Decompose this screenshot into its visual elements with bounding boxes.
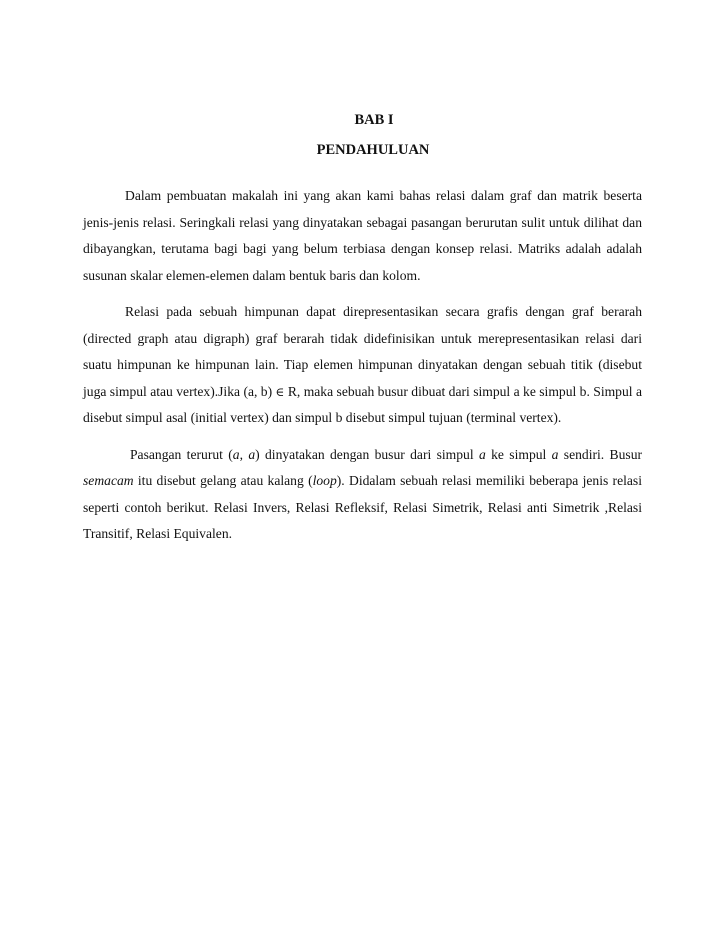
italic-term: a — [478, 446, 486, 462]
paragraph-3-text: sendiri. Busur — [558, 446, 643, 462]
element-of-symbol: ∈ — [275, 384, 285, 399]
italic-term: a — [551, 446, 559, 462]
paragraph-3-text: itu disebut gelang atau kalang ( — [133, 473, 313, 488]
paragraph-2 — [83, 299, 642, 432]
italic-term: loop — [312, 473, 337, 488]
italic-term: semacam — [83, 473, 134, 488]
paragraph-3-text: ). Didalam sebuah relasi memiliki beberapa jenis relasi seperti contoh berikut. Relasi Invers, Relasi Refleksif, Relasi Simetrik, Relasi anti Simetrik ,Relasi Transitif, Relasi Equivalen. — [83, 473, 642, 541]
paragraph-3-text: Pasangan terurut ( — [130, 446, 233, 462]
paragraph-1: Dalam pembuatan makalah ini yang akan kami bahas relasi dalam graf dan matrik beserta jenis-jenis relasi. Seringkali relasi yang dinyatakan sebagai pasangan berurutan sulit untuk dilihat dan dibayangkan, terutama bagi bagi yang belum terbiasa dengan konsep relasi. Matriks adalah adalah susunan skalar elemen-elemen dalam bentuk baris dan kolom. — [83, 188, 642, 283]
paragraph-2-text-a: Relasi pada sebuah himpunan dapat direpresentasikan secara grafis dengan graf berarah (directed graph atau digraph) graf berarah tidak didefinisikan untuk merepresentasikan relasi dari suatu himpunan ke himpunan lain. Tiap elemen himpunan dinyatakan dengan sebuah titik (disebut juga simpul atau vertex).Jika (a, b) — [83, 304, 642, 399]
document-body — [83, 183, 642, 558]
paragraph-3-text: ke simpul — [485, 446, 552, 462]
chapter-heading: PENDAHULUAN — [316, 142, 430, 158]
italic-term: a — [232, 446, 240, 462]
paragraph-3-text: , — [239, 446, 249, 462]
italic-term: a — [248, 446, 256, 462]
paragraph-2-text-b: R, maka sebuah busur dibuat dari simpul a ke simpul b. Simpul a disebut simpul asal (initial vertex) dan simpul b disebut simpul tujuan (terminal vertex). — [83, 383, 642, 425]
paragraph-3-text: ) dinyatakan dengan busur dari simpul — [255, 446, 479, 462]
paragraph-3 — [83, 442, 642, 548]
chapter-title: BAB I — [354, 112, 394, 128]
